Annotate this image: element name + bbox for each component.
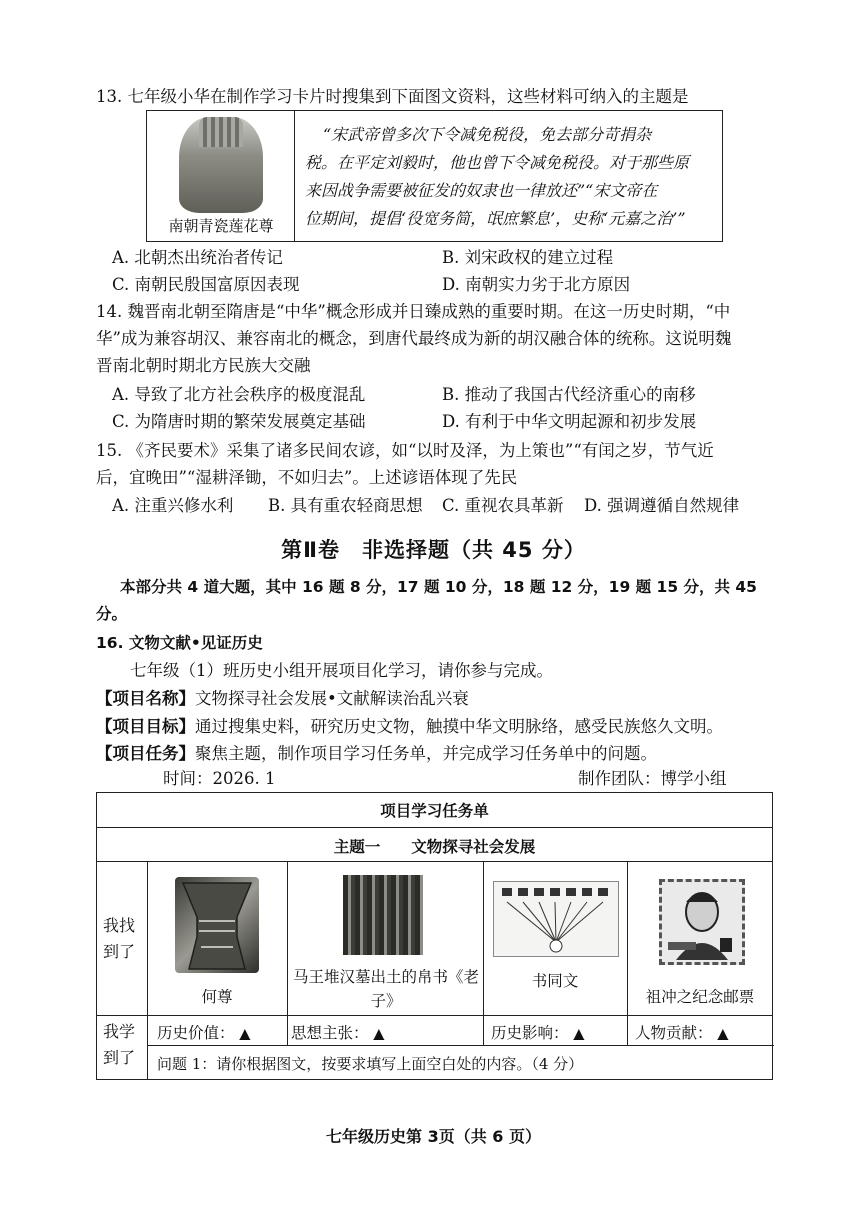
blank-triangle[interactable]: ▲ [717, 1026, 729, 1042]
lotus-vessel-neck [199, 117, 243, 147]
q14-line: 华”成为兼容胡汉、兼容南北的概念，到唐代最终成为新的胡汉融合体的统称。这说明魏 [96, 329, 732, 348]
field-label: 历史影响： [491, 1024, 569, 1042]
q16-goal-row [96, 716, 723, 738]
q16-task-text: 聚焦主题，制作项目学习任务单，并完成学习任务单中的问题。 [195, 744, 657, 763]
field-historical-value [157, 1021, 250, 1043]
task-sheet-title: 项目学习任务单 [380, 802, 489, 820]
q13-option-d: D. 南朝实力劣于北方原因 [442, 275, 631, 294]
q13-option-c: C. 南朝民殷国富原因表现 [112, 275, 300, 294]
part2-intro-line: 本部分共 4 道大题，其中 16 题 8 分，17 题 10 分，18 题 12 分，19 题 15 分，共 45 [120, 578, 757, 596]
zu-chongzhi-stamp [659, 879, 745, 965]
task-sheet-table [96, 792, 773, 1080]
q14-option-b: B. 推动了我国古代经济重心的南移 [442, 385, 696, 404]
q16-name-text: 文物探寻社会发展•文献解读治乱兴衰 [195, 689, 469, 708]
q15-option-a: A. 注重兴修水利 [112, 496, 234, 515]
field-ideas [291, 1021, 384, 1043]
q16-task-label: 【项目任务】 [96, 744, 195, 763]
q13-image-cell [147, 111, 295, 241]
q13-image-caption: 南朝青瓷莲花尊 [168, 217, 274, 235]
q15-option-d: D. 强调遵循自然规律 [584, 496, 740, 515]
question-1: 问题 1：请你根据图文，按要求填写上面空白处的内容。（4 分） [157, 1055, 584, 1073]
quote-line: “宋武帝曾多次下令减免税役，免去部分苛捐杂 [323, 125, 652, 144]
item-caption: 祖冲之纪念邮票 [645, 988, 755, 1006]
q13-option-a: A. 北朝杰出统治者传记 [112, 248, 283, 267]
blank-triangle[interactable]: ▲ [373, 1026, 385, 1042]
q16-goal-text: 通过搜集史料，研究历史文物，触摸中华文明脉络，感受民族悠久文明。 [195, 717, 723, 736]
q16-task-row [96, 743, 657, 765]
quote-line: 税。在平定刘毅时，他也曾下令减免税役。对于那些原 [305, 153, 690, 172]
q14-option-c: C. 为隋唐时期的繁荣发展奠定基础 [112, 412, 366, 431]
blank-triangle[interactable]: ▲ [573, 1026, 585, 1042]
q14-option-a: A. 导致了北方社会秩序的极度混乱 [112, 385, 366, 404]
found-label: 我找到了 [103, 916, 136, 961]
learned-label: 我学到了 [103, 1022, 136, 1067]
item-caption: 马王堆汉墓出土的帛书《老子》 [292, 968, 479, 1010]
q13-quote [305, 121, 715, 233]
unified-script-diagram [493, 881, 619, 957]
blank-triangle[interactable]: ▲ [239, 1026, 251, 1042]
q14-line: 晋南北朝时期北方民族大交融 [96, 356, 311, 375]
field-contribution [635, 1021, 728, 1043]
q16-name-label: 【项目名称】 [96, 689, 195, 708]
q14-option-d: D. 有利于中华文明起源和初步发展 [442, 412, 697, 431]
q16-intro: 七年级（1）班历史小组开展项目化学习，请你参与完成。 [130, 661, 553, 680]
q15-option-c: C. 重视农具革新 [442, 496, 564, 515]
quote-line: 来因战争需要被征发的奴隶也一律放还”“宋文帝在 [305, 181, 658, 200]
he-zun-photo [175, 877, 259, 973]
part2-title: 第Ⅱ卷 非选择题（共 45 分） [281, 538, 586, 562]
q16-title: 16. 文物文献•见证历史 [96, 634, 263, 652]
page-footer: 七年级历史第 3页（共 6 页） [326, 1127, 541, 1146]
q13-material-box [146, 110, 723, 242]
item-caption: 何尊 [201, 988, 233, 1006]
q14-line: 14. 魏晋南北朝至隋唐是“中华”概念形成并日臻成熟的重要时期。在这一历史时期，“中 [96, 302, 731, 321]
q15-line: 后，宜晚田”“湿耕泽锄，不如归去”。上述谚语体现了先民 [96, 468, 518, 487]
field-label: 人物贡献： [635, 1024, 713, 1042]
quote-line: 位期间，提倡‘役宽务简，氓庶繁息’，史称‘元嘉之治’” [305, 209, 686, 228]
q15-option-b: B. 具有重农轻商思想 [268, 496, 423, 515]
q16-goal-label: 【项目目标】 [96, 717, 195, 736]
part2-intro-line: 分。 [96, 605, 128, 623]
field-label: 思想主张： [291, 1024, 369, 1042]
q15-line: 15. 《齐民要术》采集了诸多民间农谚，如“以时及泽，为上策也”“有闰之岁，节气近 [96, 441, 714, 460]
silk-manuscript-photo [343, 875, 423, 955]
q16-name-row [96, 688, 469, 710]
item-caption: 书同文 [531, 972, 579, 990]
q13-option-b: B. 刘宋政权的建立过程 [442, 248, 614, 267]
field-label: 历史价值： [157, 1024, 235, 1042]
q13-stem: 13. 七年级小华在制作学习卡片时搜集到下面图文资料，这些材料可纳入的主题是 [96, 87, 689, 106]
field-impact [491, 1021, 584, 1043]
task-sheet-theme: 主题一 文物探寻社会发展 [333, 838, 536, 856]
q16-team: 制作团队：博学小组 [578, 769, 727, 788]
q16-time: 时间：2026. 1 [163, 769, 276, 788]
